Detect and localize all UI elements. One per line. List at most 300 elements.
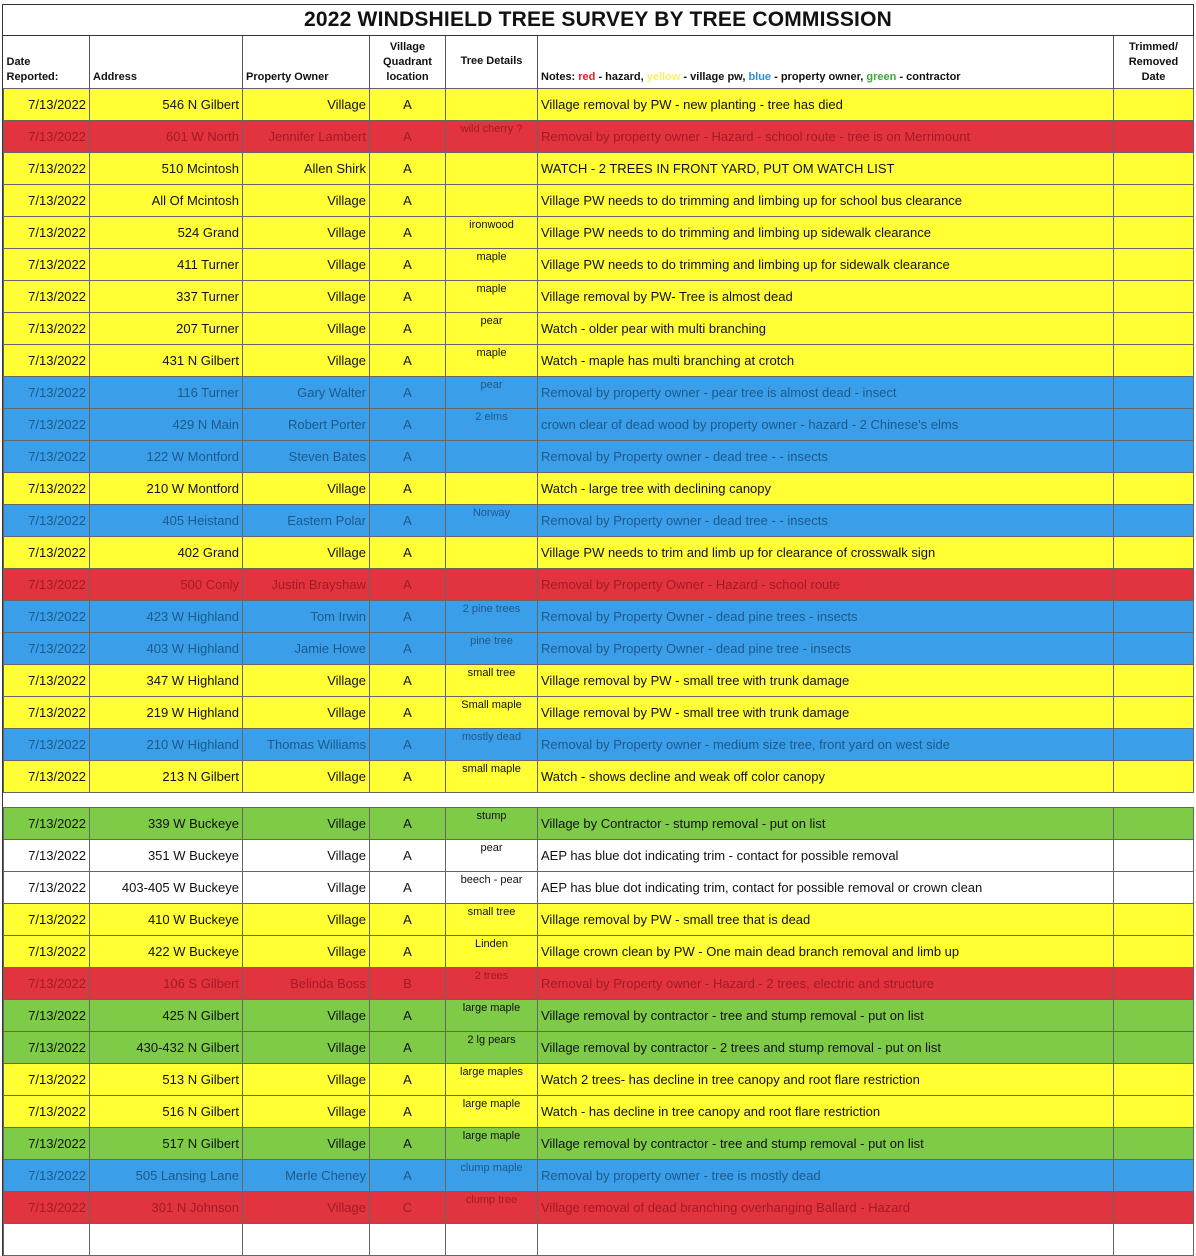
row-tree-details: Linden [446,935,538,967]
row-quadrant: A [370,760,446,792]
table-row [4,999,1194,1031]
row-date: 7/13/2022 [4,440,90,472]
table-row [4,903,1194,935]
header-date-line2: Reported: [6,70,59,83]
row-notes: AEP has blue dot indicating trim, contact for possible removal or crown clean [538,871,1114,903]
row-date: 7/13/2022 [4,1063,90,1095]
row-date: 7/13/2022 [4,664,90,696]
row-quadrant: A [370,696,446,728]
row-owner: Village [243,472,370,504]
survey-table [3,36,1194,1256]
row-date: 7/13/2022 [4,472,90,504]
row-date: 7/13/2022 [4,376,90,408]
row-trimmed-date [1114,408,1194,440]
row-quadrant: A [370,312,446,344]
row-quadrant: A [370,632,446,664]
row-address: 122 W Montford [90,440,243,472]
row-owner: Thomas Williams [243,728,370,760]
row-owner: Village [243,1031,370,1063]
page-title: 2022 WINDSHIELD TREE SURVEY BY TREE COMMISSION [3,4,1193,36]
row-trimmed-date [1114,1095,1194,1127]
row-tree-details: maple [446,280,538,312]
table-row [4,664,1194,696]
row-notes: Village removal by PW - new planting - tree has died [538,88,1114,120]
row-quadrant: A [370,839,446,871]
row-trimmed-date [1114,728,1194,760]
row-tree-details: 2 pine trees [446,600,538,632]
row-date: 7/13/2022 [4,88,90,120]
row-date: 7/13/2022 [4,1127,90,1159]
table-row [4,216,1194,248]
row-trimmed-date [1114,967,1194,999]
notes-prefix: Notes: [541,70,579,83]
table-row [4,967,1194,999]
row-tree-details: clump tree [446,1191,538,1223]
row-trimmed-date [1114,312,1194,344]
row-notes: Village removal by PW- Tree is almost dead [538,280,1114,312]
row-notes [538,1223,1114,1255]
header-trimmed-line3: Date [1141,70,1166,83]
table-row [4,376,1194,408]
header-row [4,36,1194,88]
row-date: 7/13/2022 [4,536,90,568]
row-date: 7/13/2022 [4,280,90,312]
row-tree-details: maple [446,344,538,376]
row-date: 7/13/2022 [4,248,90,280]
row-date: 7/13/2022 [4,1095,90,1127]
table-row [4,120,1194,152]
header-date-line1: Date [6,55,31,68]
row-owner: Village [243,536,370,568]
row-notes: Watch - shows decline and weak off color canopy [538,760,1114,792]
row-owner: Village [243,839,370,871]
row-quadrant: A [370,536,446,568]
row-date: 7/13/2022 [4,312,90,344]
row-trimmed-date [1114,807,1194,839]
row-quadrant: A [370,871,446,903]
row-trimmed-date [1114,1159,1194,1191]
header-date [4,36,90,88]
row-tree-details [446,88,538,120]
row-address: 219 W Highland [90,696,243,728]
row-notes: Village removal by contractor - 2 trees and stump removal - put on list [538,1031,1114,1063]
row-notes: Village crown clean by PW - One main dead branch removal and limb up [538,935,1114,967]
row-tree-details: 2 elms [446,408,538,440]
row-owner: Village [243,280,370,312]
row-address: 422 W Buckeye [90,935,243,967]
row-owner: Tom Irwin [243,600,370,632]
row-date: 7/13/2022 [4,120,90,152]
row-tree-details [446,440,538,472]
row-address: All Of Mcintosh [90,184,243,216]
table-row [4,1223,1194,1255]
legend-green-text: - contractor [896,70,961,83]
row-address: 516 N Gilbert [90,1095,243,1127]
row-date: 7/13/2022 [4,935,90,967]
row-quadrant: A [370,1127,446,1159]
header-owner: Property Owner [243,36,370,88]
row-trimmed-date [1114,280,1194,312]
row-owner: Belinda Boss [243,967,370,999]
row-quadrant: A [370,376,446,408]
legend-yellow-text: - village pw, [680,70,749,83]
row-quadrant: A [370,504,446,536]
row-trimmed-date [1114,1127,1194,1159]
row-date: 7/13/2022 [4,344,90,376]
row-trimmed-date [1114,184,1194,216]
row-quadrant [370,1223,446,1255]
row-notes: Removal by Property owner - dead tree - - insects [538,504,1114,536]
row-address: 210 W Highland [90,728,243,760]
row-quadrant: B [370,967,446,999]
table-row [4,344,1194,376]
table-row [4,728,1194,760]
row-owner: Village [243,312,370,344]
row-date: 7/13/2022 [4,1159,90,1191]
row-quadrant: A [370,568,446,600]
row-tree-details: Norway [446,504,538,536]
table-row [4,248,1194,280]
row-trimmed-date [1114,600,1194,632]
row-quadrant: A [370,152,446,184]
table-row [4,696,1194,728]
row-trimmed-date [1114,120,1194,152]
row-quadrant: A [370,903,446,935]
row-owner: Village [243,216,370,248]
row-address: 337 Turner [90,280,243,312]
row-notes: Village PW needs to do trimming and limbing up sidewalk clearance [538,216,1114,248]
row-address: 213 N Gilbert [90,760,243,792]
row-tree-details: clump maple [446,1159,538,1191]
row-notes: Removal by Property owner - dead tree - - insects [538,440,1114,472]
row-quadrant: A [370,935,446,967]
row-address: 405 Heistand [90,504,243,536]
row-trimmed-date [1114,568,1194,600]
row-owner: Village [243,1127,370,1159]
row-address: 116 Turner [90,376,243,408]
row-notes: Village removal by contractor - tree and stump removal - put on list [538,1127,1114,1159]
survey-body [4,88,1194,1255]
row-date: 7/13/2022 [4,408,90,440]
row-quadrant: A [370,728,446,760]
table-row [4,440,1194,472]
row-owner: Village [243,248,370,280]
row-quadrant: A [370,807,446,839]
row-notes: Removal by Property owner - medium size tree, front yard on west side [538,728,1114,760]
row-quadrant: A [370,120,446,152]
row-trimmed-date [1114,999,1194,1031]
row-owner: Justin Brayshaw [243,568,370,600]
row-address: 431 N Gilbert [90,344,243,376]
row-date: 7/13/2022 [4,967,90,999]
header-quadrant-line3: location [386,70,429,83]
row-quadrant: A [370,184,446,216]
row-owner: Jennifer Lambert [243,120,370,152]
row-tree-details: large maple [446,1095,538,1127]
row-trimmed-date [1114,536,1194,568]
row-trimmed-date [1114,1031,1194,1063]
row-address: 425 N Gilbert [90,999,243,1031]
table-row [4,807,1194,839]
row-notes: Watch 2 trees- has decline in tree canopy and root flare restriction [538,1063,1114,1095]
row-tree-details [446,184,538,216]
row-notes: Removal by property owner - Hazard - school route - tree is on Merrimount [538,120,1114,152]
row-notes: Village removal by PW - small tree with trunk damage [538,664,1114,696]
row-notes: Removal by Property Owner - dead pine tree - insects [538,632,1114,664]
row-tree-details: small tree [446,903,538,935]
row-tree-details: stump [446,807,538,839]
row-notes: Village removal by PW - small tree that is dead [538,903,1114,935]
row-address: 500 Conly [90,568,243,600]
row-address: 513 N Gilbert [90,1063,243,1095]
row-trimmed-date [1114,88,1194,120]
row-date: 7/13/2022 [4,839,90,871]
row-address: 403-405 W Buckeye [90,871,243,903]
row-quadrant: A [370,88,446,120]
legend-red: red [578,70,596,83]
header-notes [538,36,1114,88]
row-owner: Eastern Polar [243,504,370,536]
row-owner: Village [243,88,370,120]
row-tree-details: pine tree [446,632,538,664]
row-trimmed-date [1114,216,1194,248]
row-trimmed-date [1114,376,1194,408]
row-tree-details: pear [446,376,538,408]
row-tree-details [446,1223,538,1255]
row-tree-details: 2 trees [446,967,538,999]
row-tree-details: ironwood [446,216,538,248]
row-owner: Merle Cheney [243,1159,370,1191]
row-notes: Watch - large tree with declining canopy [538,472,1114,504]
table-row [4,1095,1194,1127]
legend-red-text: - hazard, [595,70,647,83]
row-notes: Removal by Property owner - Hazard - 2 trees, electric and structure [538,967,1114,999]
row-owner: Village [243,807,370,839]
row-trimmed-date [1114,839,1194,871]
row-date: 7/13/2022 [4,999,90,1031]
row-notes: Removal by property owner - pear tree is almost dead - insect [538,376,1114,408]
row-quadrant: A [370,440,446,472]
table-row [4,871,1194,903]
row-notes: Removal by Property Owner - Hazard - school route [538,568,1114,600]
table-row [4,760,1194,792]
row-tree-details: pear [446,312,538,344]
legend-green: green [866,70,897,83]
row-owner: Village [243,184,370,216]
row-address: 423 W Highland [90,600,243,632]
row-owner: Jamie Howe [243,632,370,664]
row-tree-details: wild cherry ? [446,120,538,152]
row-address: 517 N Gilbert [90,1127,243,1159]
row-date: 7/13/2022 [4,504,90,536]
header-details: Tree Details [446,36,538,88]
section-gap [4,792,1194,807]
row-quadrant: A [370,344,446,376]
row-trimmed-date [1114,760,1194,792]
row-tree-details: large maples [446,1063,538,1095]
row-address: 546 N Gilbert [90,88,243,120]
row-notes: Removal by Property Owner - dead pine trees - insects [538,600,1114,632]
header-trimmed-line1: Trimmed/ [1129,40,1178,53]
row-date: 7/13/2022 [4,760,90,792]
row-owner: Village [243,871,370,903]
row-trimmed-date [1114,1223,1194,1255]
row-notes: Watch - has decline in tree canopy and root flare restriction [538,1095,1114,1127]
legend-blue: blue [748,70,772,83]
row-notes: Village removal of dead branching overhanging Ballard - Hazard [538,1191,1114,1223]
row-address: 207 Turner [90,312,243,344]
row-address: 403 W Highland [90,632,243,664]
row-notes: Watch - older pear with multi branching [538,312,1114,344]
row-address: 430-432 N Gilbert [90,1031,243,1063]
row-quadrant: A [370,999,446,1031]
table-row [4,152,1194,184]
row-date: 7/13/2022 [4,152,90,184]
table-row [4,568,1194,600]
table-row [4,1127,1194,1159]
row-trimmed-date [1114,696,1194,728]
row-notes: Village removal by contractor - tree and stump removal - put on list [538,999,1114,1031]
row-owner: Steven Bates [243,440,370,472]
row-date [4,1223,90,1255]
row-address: 210 W Montford [90,472,243,504]
header-address: Address [90,36,243,88]
row-quadrant: A [370,472,446,504]
row-date: 7/13/2022 [4,600,90,632]
row-date: 7/13/2022 [4,696,90,728]
row-notes: AEP has blue dot indicating trim - contact for possible removal [538,839,1114,871]
row-tree-details: Small maple [446,696,538,728]
row-address [90,1223,243,1255]
row-owner: Village [243,903,370,935]
row-tree-details: pear [446,839,538,871]
row-address: 410 W Buckeye [90,903,243,935]
row-tree-details: small maple [446,760,538,792]
row-address: 411 Turner [90,248,243,280]
row-trimmed-date [1114,152,1194,184]
row-notes: Village PW needs to trim and limb up for clearance of crosswalk sign [538,536,1114,568]
row-date: 7/13/2022 [4,903,90,935]
row-quadrant: A [370,408,446,440]
row-notes: crown clear of dead wood by property owner - hazard - 2 Chinese's elms [538,408,1114,440]
row-date: 7/13/2022 [4,1191,90,1223]
row-quadrant: A [370,600,446,632]
header-quadrant [370,36,446,88]
row-owner: Village [243,999,370,1031]
row-notes: Village by Contractor - stump removal - put on list [538,807,1114,839]
row-trimmed-date [1114,935,1194,967]
row-address: 106 S Gilbert [90,967,243,999]
row-address: 347 W Highland [90,664,243,696]
table-row [4,600,1194,632]
row-tree-details: 2 lg pears [446,1031,538,1063]
row-owner: Village [243,664,370,696]
row-trimmed-date [1114,871,1194,903]
row-tree-details [446,568,538,600]
row-owner: Village [243,696,370,728]
row-trimmed-date [1114,903,1194,935]
row-notes: Village PW needs to do trimming and limbing up for sidewalk clearance [538,248,1114,280]
row-address: 505 Lansing Lane [90,1159,243,1191]
header-quadrant-line2: Quadrant [383,55,432,68]
row-quadrant: A [370,216,446,248]
row-tree-details: large maple [446,999,538,1031]
row-address: 524 Grand [90,216,243,248]
row-quadrant: A [370,1063,446,1095]
row-address: 429 N Main [90,408,243,440]
table-row [4,839,1194,871]
row-tree-details: maple [446,248,538,280]
row-date: 7/13/2022 [4,871,90,903]
row-notes: Village removal by PW - small tree with trunk damage [538,696,1114,728]
row-address: 351 W Buckeye [90,839,243,871]
row-trimmed-date [1114,440,1194,472]
table-row [4,184,1194,216]
row-date: 7/13/2022 [4,216,90,248]
header-quadrant-line1: Village [389,40,426,53]
row-date: 7/13/2022 [4,568,90,600]
row-address: 402 Grand [90,536,243,568]
table-row [4,536,1194,568]
table-row [4,88,1194,120]
row-tree-details [446,536,538,568]
table-row [4,472,1194,504]
table-row [4,504,1194,536]
row-tree-details: mostly dead [446,728,538,760]
row-owner: Village [243,760,370,792]
row-owner: Village [243,1063,370,1095]
legend-blue-text: - property owner, [771,70,867,83]
row-quadrant: A [370,248,446,280]
row-owner: Robert Porter [243,408,370,440]
row-tree-details [446,152,538,184]
legend-yellow: yellow [646,70,681,83]
row-quadrant: A [370,280,446,312]
row-trimmed-date [1114,344,1194,376]
header-trimmed-line2: Removed [1128,55,1179,68]
row-date: 7/13/2022 [4,728,90,760]
row-owner: Village [243,935,370,967]
row-trimmed-date [1114,504,1194,536]
table-row [4,280,1194,312]
row-trimmed-date [1114,248,1194,280]
row-notes: Watch - maple has multi branching at crotch [538,344,1114,376]
row-owner: Allen Shirk [243,152,370,184]
table-row [4,935,1194,967]
row-notes: WATCH - 2 TREES IN FRONT YARD, PUT OM WATCH LIST [538,152,1114,184]
row-tree-details: small tree [446,664,538,696]
section-gap-cell [4,792,1194,807]
row-trimmed-date [1114,664,1194,696]
row-trimmed-date [1114,472,1194,504]
row-tree-details: large maple [446,1127,538,1159]
header-trimmed [1114,36,1194,88]
row-trimmed-date [1114,1191,1194,1223]
row-quadrant: A [370,1095,446,1127]
table-row [4,1191,1194,1223]
table-row [4,408,1194,440]
row-address: 301 N Johnson [90,1191,243,1223]
table-row [4,1063,1194,1095]
row-date: 7/13/2022 [4,1031,90,1063]
row-date: 7/13/2022 [4,184,90,216]
row-date: 7/13/2022 [4,807,90,839]
row-date: 7/13/2022 [4,632,90,664]
row-address: 510 Mcintosh [90,152,243,184]
survey-sheet [2,4,1194,1256]
table-row [4,1159,1194,1191]
row-address: 601 W North [90,120,243,152]
